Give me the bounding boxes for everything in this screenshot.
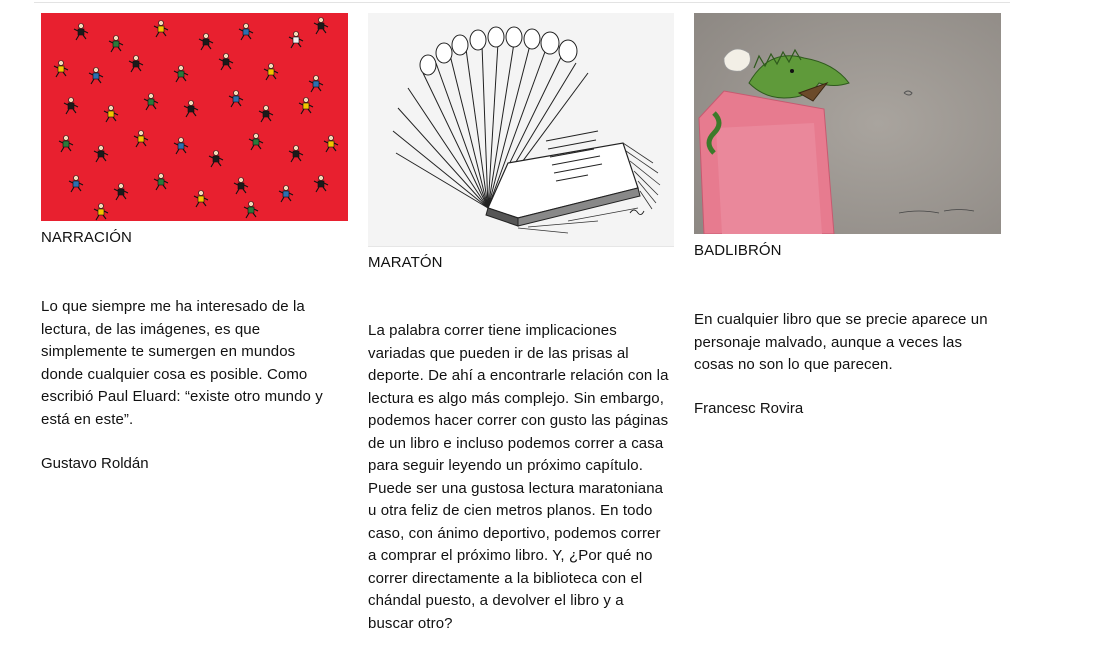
item-title-narracion: NARRACIÓN xyxy=(41,229,132,246)
narracion-illustration xyxy=(41,13,348,221)
item-text-narracion: Lo que siempre me ha interesado de la lectura, de las imágenes, es que simplemente te sumergen en mundos donde cualquier cosa es posible. Como escribió Paul Eluard: “existe otro mundo y está en este”. xyxy=(41,298,323,428)
item-text-badlibron: En cualquier libro que se precie aparece un personaje malvado, aunque a veces las cosas no son lo que parecen. xyxy=(694,311,988,373)
running-figures-drawing xyxy=(41,13,348,221)
badlibron-illustration xyxy=(694,13,1001,234)
pink-book-dragon-drawing xyxy=(694,13,1001,234)
item-title-maraton: MARATÓN xyxy=(368,254,443,271)
item-author-narracion: Gustavo Roldán xyxy=(41,455,149,472)
open-book-drawing xyxy=(368,13,674,246)
item-text-maraton: La palabra correr tiene implicaciones variadas que pueden ir de las prisas al deporte. De ahí a encontrarle relación con la lectura es algo más complejo. Sin embargo, podemos hacer correr con gusto las páginas de un libro e incluso podemos correr a casa para seguir leyendo un próximo capítulo. Puede ser una gustosa lectura maratoniana u otra feliz de cien metros planos. En todo caso, con ánimo deportivo, podemos correr a comprar el próximo libro. Y, ¿Por qué no correr directamente a la biblioteca con el chándal puesto, a devolver el libro y a buscar otro? xyxy=(368,322,669,632)
maraton-illustration xyxy=(368,13,674,247)
top-divider xyxy=(34,2,1010,3)
item-author-badlibron: Francesc Rovira xyxy=(694,400,804,417)
item-title-badlibron: BADLIBRÓN xyxy=(694,242,782,259)
